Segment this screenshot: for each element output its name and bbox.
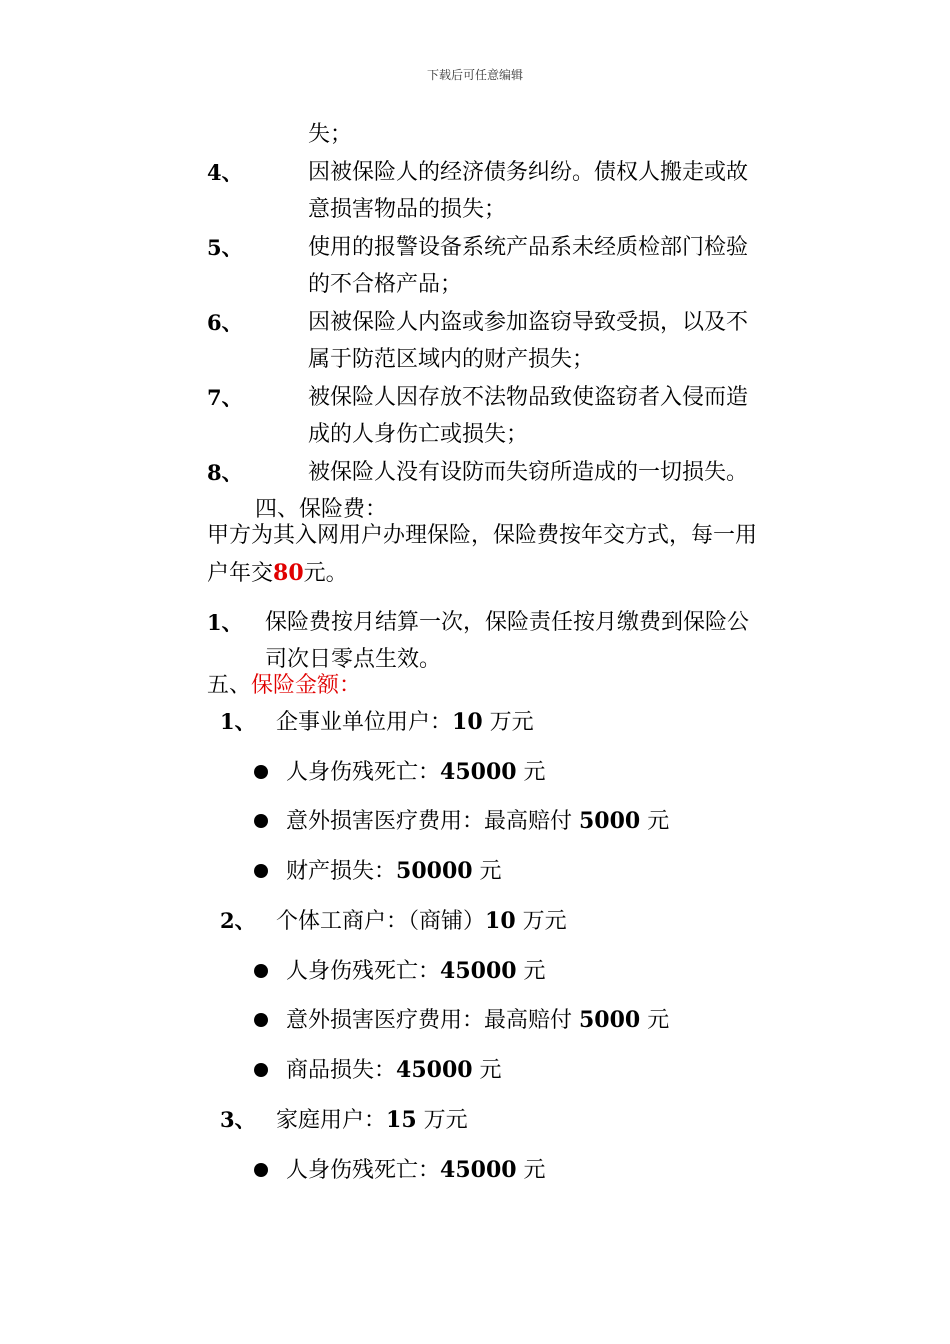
bullet-unit: 元 <box>472 1058 502 1083</box>
continued-text: 失； <box>308 122 353 147</box>
bullet-unit: 元 <box>472 859 502 884</box>
list-item-text: 属于防范区域内的财产损失； <box>308 347 595 372</box>
bullet-label: 人身伤残死亡： <box>286 959 441 984</box>
group-title <box>276 1105 468 1136</box>
bullet-icon <box>254 864 268 878</box>
bullet-icon <box>254 765 268 779</box>
group-number: 2、 <box>220 908 256 933</box>
list-item-text: 因被保险人内盗或参加盗窃导致受损，以及不 <box>308 310 749 335</box>
group-title-text: 企事业单位用户： <box>276 710 453 735</box>
paragraph-text: 元。 <box>303 561 348 586</box>
bullet-item <box>286 757 546 788</box>
group-number: 3、 <box>220 1107 256 1132</box>
bullet-icon <box>254 964 268 978</box>
list-item-text: 成的人身伤亡或损失； <box>308 422 529 447</box>
paragraph-text: 户年交 <box>207 561 274 586</box>
section-number: 五、 <box>207 673 252 698</box>
list-item-text: 被保险人因存放不法物品致使盗窃者入侵而造 <box>308 385 749 410</box>
list-item-text: 因被保险人的经济债务纠纷。债权人搬走或故 <box>308 160 749 185</box>
bullet-icon <box>254 1063 268 1077</box>
bullet-unit: 元 <box>516 1158 546 1183</box>
bullet-label: 商品损失： <box>286 1058 397 1083</box>
bullet-unit: 元 <box>640 809 670 834</box>
bullet-label: 财产损失： <box>286 859 397 884</box>
list-number: 4、 <box>207 160 243 185</box>
bullet-label: 意外损害医疗费用：最高赔付 <box>286 1008 579 1033</box>
list-item-text: 被保险人没有设防而失窃所造成的一切损失。 <box>308 460 749 485</box>
bullet-icon <box>254 1163 268 1177</box>
bullet-item <box>286 806 669 837</box>
bullet-amount: 45000 <box>440 958 517 984</box>
group-unit: 万元 <box>515 909 567 934</box>
group-amount: 15 <box>386 1107 417 1133</box>
group-title-text: 家庭用户： <box>276 1108 387 1133</box>
bullet-item <box>286 1055 502 1086</box>
bullet-unit: 元 <box>640 1008 670 1033</box>
section-title: 保险金额： <box>251 673 362 698</box>
group-unit: 万元 <box>416 1108 468 1133</box>
bullet-unit: 元 <box>516 760 546 785</box>
list-number: 5、 <box>207 235 243 260</box>
list-number: 6、 <box>207 310 243 335</box>
group-title <box>276 906 567 937</box>
paragraph-line <box>207 558 348 589</box>
bullet-amount: 45000 <box>440 759 517 785</box>
bullet-item <box>286 956 546 987</box>
group-unit: 万元 <box>482 710 534 735</box>
group-amount: 10 <box>452 709 483 735</box>
section-heading <box>207 671 361 701</box>
list-item-text: 保险费按月结算一次，保险责任按月缴费到保险公 <box>265 610 750 635</box>
bullet-amount: 5000 <box>579 1007 641 1033</box>
bullet-unit: 元 <box>516 959 546 984</box>
fee-amount: 80 <box>273 560 304 586</box>
bullet-amount: 45000 <box>396 1057 473 1083</box>
bullet-item <box>286 856 502 887</box>
bullet-icon <box>254 1013 268 1027</box>
bullet-amount: 50000 <box>396 858 473 884</box>
bullet-item <box>286 1155 546 1186</box>
list-number: 8、 <box>207 460 243 485</box>
list-item-text: 司次日零点生效。 <box>265 647 442 672</box>
bullet-amount: 45000 <box>440 1157 517 1183</box>
bullet-label: 意外损害医疗费用：最高赔付 <box>286 809 579 834</box>
list-item-text: 使用的报警设备系统产品系未经质检部门检验 <box>308 235 749 260</box>
list-item-text: 意损害物品的损失； <box>308 197 507 222</box>
group-number: 1、 <box>220 709 256 734</box>
bullet-label: 人身伤残死亡： <box>286 760 441 785</box>
bullet-label: 人身伤残死亡： <box>286 1158 441 1183</box>
bullet-amount: 5000 <box>579 808 641 834</box>
bullet-icon <box>254 814 268 828</box>
group-title <box>276 707 534 738</box>
page-header: 下载后可任意编辑 <box>426 68 523 82</box>
list-number: 7、 <box>207 385 243 410</box>
list-number: 1、 <box>207 610 243 635</box>
section-heading: 四、保险费： <box>255 497 388 522</box>
group-title-text: 个体工商户：（商铺） <box>276 909 486 934</box>
group-amount: 10 <box>485 908 516 934</box>
list-item-text: 的不合格产品； <box>308 272 463 297</box>
bullet-item <box>286 1005 669 1036</box>
paragraph-line: 甲方为其入网用户办理保险，保险费按年交方式，每一用 <box>207 523 758 548</box>
